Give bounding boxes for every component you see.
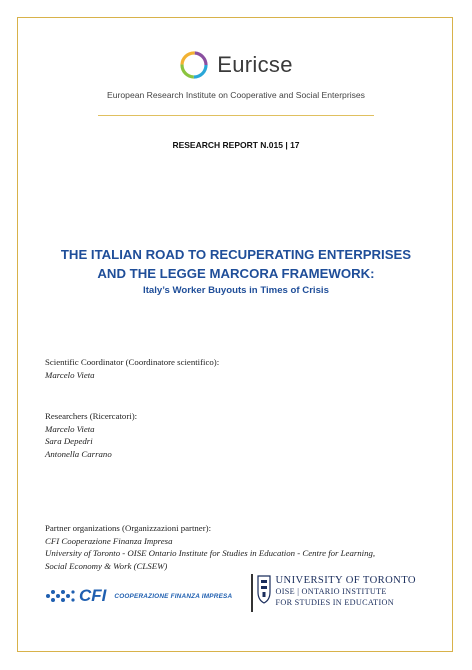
coordinator-label: Scientific Coordinator (Coordinatore scientifico): bbox=[45, 357, 220, 367]
logo-name: Euricse bbox=[217, 52, 293, 77]
partners-label: Partner organizations (Organizzazioni partner): bbox=[45, 523, 212, 533]
title-line-2: AND THE LEGGE MARCORA FRAMEWORK: bbox=[97, 266, 375, 281]
cfi-dots-icon bbox=[45, 588, 75, 604]
uoft-logo bbox=[251, 574, 416, 612]
header-divider bbox=[98, 115, 374, 116]
cfi-mark: CFI bbox=[79, 586, 107, 605]
report-number: RESEARCH REPORT N.015 | 17 bbox=[172, 140, 300, 150]
uoft-crest-icon bbox=[257, 574, 271, 604]
researchers-label: Researchers (Ricercatori): bbox=[45, 411, 138, 421]
coordinator-section bbox=[45, 356, 219, 381]
partner-org-uoft: University of Toronto - OISE Ontario Institute for Studies in Education - Centre for Learning, bbox=[45, 548, 376, 558]
coordinator-name: Marcelo Vieta bbox=[45, 369, 95, 380]
researcher-name: Antonella Carrano bbox=[45, 448, 112, 459]
researcher-name: Marcelo Vieta bbox=[45, 423, 95, 434]
institute-name: European Research Institute on Cooperative and Social Enterprises bbox=[107, 90, 365, 100]
partner-org-uoft-cont: Social Economy & Work (CLSEW) bbox=[45, 560, 168, 571]
uoft-name: UNIVERSITY OF TORONTO bbox=[275, 575, 416, 586]
cfi-subtitle: COOPERAZIONE FINANZA IMPRESA bbox=[114, 592, 233, 600]
subtitle: Italy’s Worker Buyouts in Times of Crisis bbox=[143, 285, 329, 296]
uoft-divider bbox=[251, 574, 253, 612]
header bbox=[0, 50, 472, 100]
oise-name: OISE | ONTARIO INSTITUTE bbox=[275, 587, 387, 596]
euricse-logo bbox=[0, 50, 472, 80]
report-title bbox=[0, 245, 472, 299]
euricse-ring-icon bbox=[179, 50, 209, 80]
researchers-section bbox=[45, 410, 137, 460]
partner-org-cfi: CFI Cooperazione Finanza Impresa bbox=[45, 535, 173, 546]
title-line-1: THE ITALIAN ROAD TO RECUPERATING ENTERPRISES bbox=[60, 247, 412, 262]
oise-name-cont: FOR STUDIES IN EDUCATION bbox=[275, 597, 394, 607]
uoft-wordmark bbox=[276, 574, 416, 608]
partners-section bbox=[45, 522, 375, 572]
partner-logos bbox=[45, 574, 435, 616]
cfi-logo bbox=[45, 586, 232, 606]
researcher-name: Sara Depedri bbox=[45, 436, 93, 446]
